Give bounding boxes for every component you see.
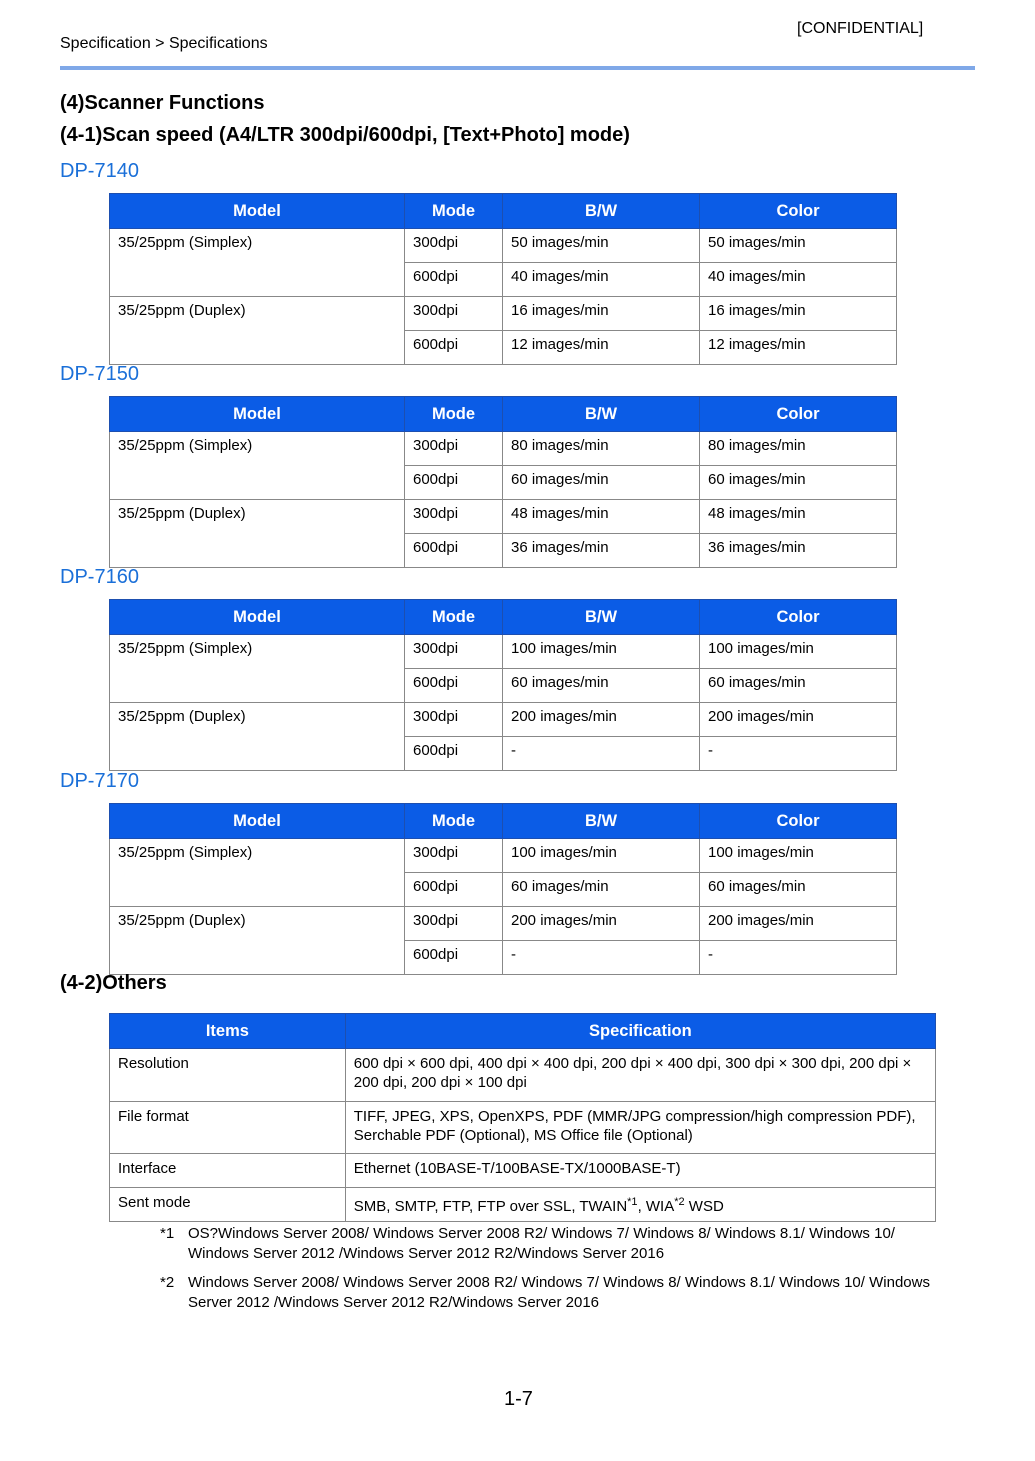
section-title: (4)Scanner Functions (60, 92, 265, 114)
table-row (110, 907, 897, 941)
mode-cell: 600dpi (405, 737, 503, 771)
color-cell: 16 images/min (700, 297, 897, 331)
mode-cell: 300dpi (405, 839, 503, 873)
sent-mode-text: WSD (684, 1198, 724, 1215)
bw-cell: 12 images/min (503, 331, 700, 365)
scan-speed-table (109, 599, 897, 771)
bw-cell: - (503, 737, 700, 771)
mode-cell: 600dpi (405, 466, 503, 500)
footnote-mark: *1 (160, 1225, 175, 1242)
mode-cell: 600dpi (405, 941, 503, 975)
model-cell: 35/25ppm (Duplex) (110, 703, 405, 771)
model-cell: 35/25ppm (Duplex) (110, 907, 405, 975)
bw-cell: 40 images/min (503, 263, 700, 297)
column-header-bw: B/W (503, 600, 700, 635)
column-header-mode: Mode (405, 397, 503, 432)
column-header-model: Model (110, 600, 405, 635)
bw-cell: 60 images/min (503, 873, 700, 907)
model-cell: 35/25ppm (Duplex) (110, 500, 405, 568)
column-header-color: Color (700, 397, 897, 432)
color-cell: - (700, 737, 897, 771)
column-header-color: Color (700, 194, 897, 229)
table-row (110, 1188, 936, 1222)
color-cell: 60 images/min (700, 669, 897, 703)
footnote-text: OS?Windows Server 2008/ Windows Server 2008 R2/ Windows 7/ Windows 8/ Windows 8.1/ Windows 10/ Windows Server 2012 /Windows Server 2012 R2/Windows Server 2016 (188, 1225, 895, 1262)
bw-cell: 36 images/min (503, 534, 700, 568)
color-cell: 40 images/min (700, 263, 897, 297)
spec-cell: 600 dpi × 600 dpi, 400 dpi × 400 dpi, 200 dpi × 400 dpi, 300 dpi × 300 dpi, 200 dpi × 200 dpi, 200 dpi × 100 dpi (345, 1049, 935, 1102)
spec-cell: TIFF, JPEG, XPS, OpenXPS, PDF (MMR/JPG compression/high compression PDF), Serchable PDF (Optional), MS Office file (Optional) (345, 1102, 935, 1154)
mode-cell: 600dpi (405, 669, 503, 703)
column-header-model: Model (110, 194, 405, 229)
model-title: DP-7150 (60, 363, 139, 385)
bw-cell: 200 images/min (503, 907, 700, 941)
column-header-mode: Mode (405, 194, 503, 229)
table-row (110, 229, 897, 263)
sent-mode-text: SMB, SMTP, FTP, FTP over SSL, TWAIN (353, 1198, 628, 1215)
model-cell: 35/25ppm (Simplex) (110, 229, 405, 297)
bw-cell: 16 images/min (503, 297, 700, 331)
column-header-bw: B/W (503, 194, 700, 229)
column-header-bw: B/W (503, 397, 700, 432)
sent-mode-text: , WIA (637, 1198, 675, 1215)
breadcrumb: Specification > Specifications (60, 35, 268, 52)
mode-cell: 300dpi (405, 907, 503, 941)
color-cell: 12 images/min (700, 331, 897, 365)
mode-cell: 600dpi (405, 331, 503, 365)
column-header-mode: Mode (405, 804, 503, 839)
mode-cell: 300dpi (405, 635, 503, 669)
section-subtitle: (4-1)Scan speed (A4/LTR 300dpi/600dpi, [Text+Photo] mode) (60, 124, 630, 146)
table-row (110, 500, 897, 534)
bw-cell: 60 images/min (503, 466, 700, 500)
column-header-specification: Specification (345, 1014, 935, 1049)
color-cell: 48 images/min (700, 500, 897, 534)
model-cell: 35/25ppm (Simplex) (110, 432, 405, 500)
color-cell: 200 images/min (700, 907, 897, 941)
bw-cell: 200 images/min (503, 703, 700, 737)
confidential-label: [CONFIDENTIAL] (797, 20, 924, 37)
bw-cell: 50 images/min (503, 229, 700, 263)
scan-speed-table (109, 396, 897, 568)
model-title: DP-7160 (60, 566, 139, 588)
bw-cell: 48 images/min (503, 500, 700, 534)
color-cell: - (700, 941, 897, 975)
mode-cell: 300dpi (405, 703, 503, 737)
bw-cell: - (503, 941, 700, 975)
others-title: (4-2)Others (60, 972, 167, 994)
mode-cell: 600dpi (405, 534, 503, 568)
footnote-mark: *2 (160, 1274, 175, 1291)
header-divider (60, 66, 975, 70)
spec-cell: Ethernet (10BASE-T/100BASE-TX/1000BASE-T) (345, 1154, 935, 1188)
color-cell: 36 images/min (700, 534, 897, 568)
spec-cell (345, 1188, 935, 1222)
model-cell: 35/25ppm (Duplex) (110, 297, 405, 365)
table-row (110, 297, 897, 331)
bw-cell: 100 images/min (503, 839, 700, 873)
bw-cell: 100 images/min (503, 635, 700, 669)
column-header-model: Model (110, 804, 405, 839)
model-title: DP-7170 (60, 770, 139, 792)
mode-cell: 300dpi (405, 229, 503, 263)
bw-cell: 80 images/min (503, 432, 700, 466)
mode-cell: 600dpi (405, 263, 503, 297)
column-header-items: Items (110, 1014, 346, 1049)
table-row (110, 635, 897, 669)
color-cell: 60 images/min (700, 466, 897, 500)
footnote-text: Windows Server 2008/ Windows Server 2008 R2/ Windows 7/ Windows 8/ Windows 8.1/ Windows 10/ Windows Server 2012 /Windows Server 2012 R2/Windows Server 2016 (188, 1274, 930, 1311)
scan-speed-table (109, 193, 897, 365)
table-row (110, 432, 897, 466)
model-title: DP-7140 (60, 160, 139, 182)
item-cell: Sent mode (110, 1188, 346, 1222)
mode-cell: 300dpi (405, 500, 503, 534)
color-cell: 100 images/min (700, 839, 897, 873)
model-cell: 35/25ppm (Simplex) (110, 635, 405, 703)
footnote (160, 1224, 940, 1264)
column-header-bw: B/W (503, 804, 700, 839)
column-header-color: Color (700, 600, 897, 635)
color-cell: 50 images/min (700, 229, 897, 263)
others-table (109, 1013, 936, 1222)
table-row (110, 1049, 936, 1102)
item-cell: Resolution (110, 1049, 346, 1102)
color-cell: 60 images/min (700, 873, 897, 907)
page-number: 1-7 (504, 1388, 533, 1410)
model-cell: 35/25ppm (Simplex) (110, 839, 405, 907)
mode-cell: 600dpi (405, 873, 503, 907)
footnote-ref: *1 (627, 1196, 638, 1208)
table-row (110, 1102, 936, 1154)
mode-cell: 300dpi (405, 297, 503, 331)
item-cell: File format (110, 1102, 346, 1154)
column-header-model: Model (110, 397, 405, 432)
mode-cell: 300dpi (405, 432, 503, 466)
column-header-mode: Mode (405, 600, 503, 635)
table-row (110, 1154, 936, 1188)
table-row (110, 703, 897, 737)
footnote (160, 1273, 940, 1313)
color-cell: 200 images/min (700, 703, 897, 737)
color-cell: 80 images/min (700, 432, 897, 466)
column-header-color: Color (700, 804, 897, 839)
footnote-ref: *2 (674, 1196, 685, 1208)
bw-cell: 60 images/min (503, 669, 700, 703)
color-cell: 100 images/min (700, 635, 897, 669)
scan-speed-table (109, 803, 897, 975)
item-cell: Interface (110, 1154, 346, 1188)
table-row (110, 839, 897, 873)
